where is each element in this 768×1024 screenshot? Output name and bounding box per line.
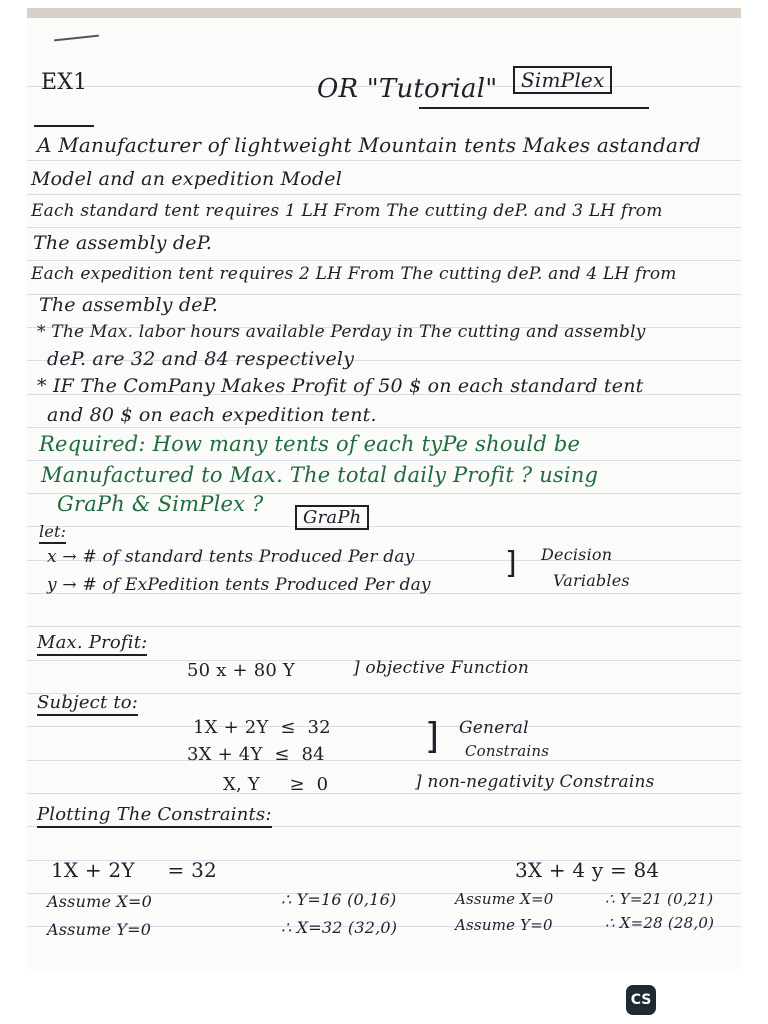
graph-box: GraPh <box>295 505 369 530</box>
general-label: General <box>459 718 529 738</box>
result-right: ∴ Y=21 (0,21) <box>605 890 714 908</box>
equation-2: 3X + 4 y = 84 <box>515 858 660 882</box>
bracket: ] <box>425 716 440 757</box>
bracket: ] <box>505 546 517 581</box>
ruled-line <box>27 526 741 527</box>
exercise-label: EX1 <box>41 70 88 95</box>
ruled-line <box>27 227 741 228</box>
assume-right: Assume X=0 <box>455 890 554 908</box>
problem-line: * IF The ComPany Makes Profit of 50 $ on each standard tent <box>37 375 644 397</box>
constraints-heading: Subject to: <box>37 692 138 716</box>
problem-line: A Manufacturer of lightweight Mountain tents Makes astandard <box>37 133 701 157</box>
ruled-line <box>27 760 741 761</box>
required-line: GraPh & SimPlex ? <box>57 492 264 516</box>
notebook-page <box>27 8 741 970</box>
constraint-1: 1X + 2Y ≤ 32 <box>193 717 331 738</box>
page-title: OR "Tutorial" <box>317 74 498 104</box>
assume-right: Assume Y=0 <box>455 916 553 934</box>
problem-line: The assembly deP. <box>39 294 219 316</box>
variables-label: Variables <box>553 571 630 590</box>
ruled-line <box>27 427 741 428</box>
problem-line: Model and an expedition Model <box>31 168 342 190</box>
ruled-line <box>27 260 741 261</box>
assume-left: Assume X=0 <box>47 892 152 911</box>
page-top-edge <box>27 8 741 18</box>
problem-line: deP. are 32 and 84 respectively <box>47 348 355 370</box>
nonnegativity-constraint: X, Y ≥ 0 <box>223 774 329 795</box>
problem-line: * The Max. labor hours available Perday in The cutting and assembly <box>37 322 646 342</box>
objective-heading: Max. Profit: <box>37 632 147 656</box>
ruled-line <box>27 160 741 161</box>
objective-label: ] objective Function <box>353 658 530 678</box>
nonnegativity-label: ] non-negativity Constrains <box>415 772 655 792</box>
title-box: SimPlex <box>513 66 612 94</box>
pen-mark-short <box>34 125 94 127</box>
camscanner-logo-icon: CS <box>626 985 656 1015</box>
required-line: Manufactured to Max. The total daily Profit ? using <box>41 463 599 487</box>
problem-line: Each expedition tent requires 2 LH From The cutting deP. and 4 LH from <box>31 264 677 284</box>
title-underline <box>419 107 649 109</box>
objective-function: 50 x + 80 Y <box>187 660 296 681</box>
y-definition: y → # of ExPedition tents Produced Per day <box>47 575 431 595</box>
problem-line: and 80 $ on each expedition tent. <box>47 404 377 426</box>
problem-line: Each standard tent requires 1 LH From The cutting deP. and 3 LH from <box>31 201 663 221</box>
constraint-2: 3X + 4Y ≤ 84 <box>187 744 325 765</box>
plotting-heading: Plotting The Constraints: <box>37 804 272 828</box>
equation-1: 1X + 2Y = 32 <box>51 858 217 882</box>
ruled-line <box>27 626 741 627</box>
assume-left: Assume Y=0 <box>47 920 152 939</box>
result-left: ∴ Y=16 (0,16) <box>281 890 397 909</box>
constrains-label: Constrains <box>465 742 550 760</box>
pen-mark <box>54 35 99 42</box>
x-definition: x → # of standard tents Produced Per day <box>47 547 415 567</box>
let-label: let: <box>39 522 66 544</box>
decision-label: Decision <box>541 545 613 564</box>
ruled-line <box>27 726 741 727</box>
ruled-line <box>27 194 741 195</box>
result-right: ∴ X=28 (28,0) <box>605 914 715 932</box>
ruled-line <box>27 793 741 794</box>
ruled-line <box>27 460 741 461</box>
required-line: Required: How many tents of each tyPe should be <box>39 432 581 456</box>
problem-line: The assembly deP. <box>33 232 213 254</box>
result-left: ∴ X=32 (32,0) <box>281 918 398 937</box>
